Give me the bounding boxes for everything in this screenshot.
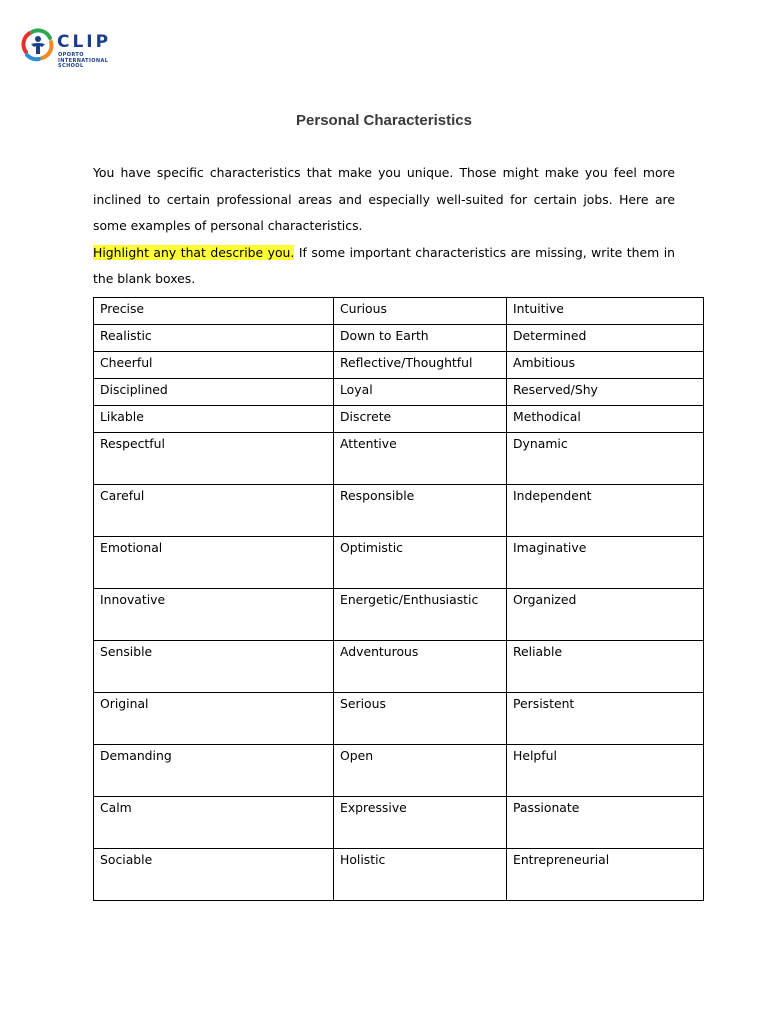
characteristic-cell[interactable]: Loyal [334,379,507,406]
characteristic-cell[interactable]: Respectful [94,433,334,485]
characteristic-cell[interactable]: Responsible [334,485,507,537]
characteristic-cell[interactable]: Methodical [507,406,704,433]
characteristic-cell[interactable]: Determined [507,325,704,352]
instruction-text: If some important characteristics are missing, write them in the blank boxes. [93,244,675,286]
characteristic-cell[interactable]: Sociable [94,849,334,901]
characteristic-cell[interactable]: Disciplined [94,379,334,406]
characteristic-cell[interactable]: Expressive [334,797,507,849]
table-row [94,406,704,433]
characteristic-cell[interactable]: Helpful [507,745,704,797]
table-row [94,745,704,797]
characteristic-cell[interactable]: Holistic [334,849,507,901]
instruction-paragraph [93,240,675,293]
characteristic-cell[interactable]: Persistent [507,693,704,745]
logo-sub-line: SCHOOL [58,63,84,69]
characteristic-cell[interactable]: Imaginative [507,537,704,589]
characteristic-cell[interactable]: Ambitious [507,352,704,379]
characteristic-cell[interactable]: Demanding [94,745,334,797]
characteristic-cell[interactable]: Adventurous [334,641,507,693]
characteristic-cell[interactable]: Down to Earth [334,325,507,352]
logo-subtitle [58,53,108,70]
logo-sub-line: OPORTO [58,52,84,58]
logo-sub-line: INTERNATIONAL [58,57,109,64]
characteristic-cell[interactable]: Entrepreneurial [507,849,704,901]
characteristic-cell[interactable]: Discrete [334,406,507,433]
intro-paragraph: You have specific characteristics that make you unique. Those might make you feel more inclined to certain professional areas and especially well-suited for certain jobs. Here are some examples of personal characteristics. [93,165,675,233]
characteristic-cell[interactable]: Reserved/Shy [507,379,704,406]
characteristic-cell[interactable]: Optimistic [334,537,507,589]
characteristic-cell[interactable]: Precise [94,298,334,325]
characteristic-cell[interactable]: Reflective/Thoughtful [334,352,507,379]
characteristic-cell[interactable]: Organized [507,589,704,641]
table-row [94,693,704,745]
characteristic-cell[interactable]: Likable [94,406,334,433]
characteristics-table [93,297,704,901]
table-row [94,589,704,641]
characteristic-cell[interactable]: Cheerful [94,352,334,379]
table-row [94,379,704,406]
table-row [94,352,704,379]
table-row [94,325,704,352]
characteristic-cell[interactable]: Innovative [94,589,334,641]
table-row [94,537,704,589]
characteristic-cell[interactable]: Dynamic [507,433,704,485]
characteristic-cell[interactable]: Sensible [94,641,334,693]
table-row [94,641,704,693]
characteristic-cell[interactable]: Original [94,693,334,745]
characteristic-cell[interactable]: Passionate [507,797,704,849]
table-row [94,433,704,485]
table-row [94,485,704,537]
table-row [94,298,704,325]
characteristic-cell[interactable]: Curious [334,298,507,325]
clip-emblem-icon [20,28,56,62]
characteristic-cell[interactable]: Calm [94,797,334,849]
characteristic-cell[interactable]: Open [334,745,507,797]
logo-wordmark: CLIP [57,32,112,52]
intro-text [93,160,675,293]
school-logo [20,26,120,70]
characteristic-cell[interactable]: Realistic [94,325,334,352]
characteristic-cell[interactable]: Energetic/Enthusiastic [334,589,507,641]
characteristic-cell[interactable]: Independent [507,485,704,537]
characteristic-cell[interactable]: Intuitive [507,298,704,325]
characteristic-cell[interactable]: Emotional [94,537,334,589]
characteristic-cell[interactable]: Reliable [507,641,704,693]
characteristic-cell[interactable]: Attentive [334,433,507,485]
highlighted-instruction: Highlight any that describe you. [93,244,295,260]
table-row [94,797,704,849]
characteristic-cell[interactable]: Serious [334,693,507,745]
characteristic-cell[interactable]: Careful [94,485,334,537]
table-row [94,849,704,901]
page-title: Personal Characteristics [296,112,472,129]
